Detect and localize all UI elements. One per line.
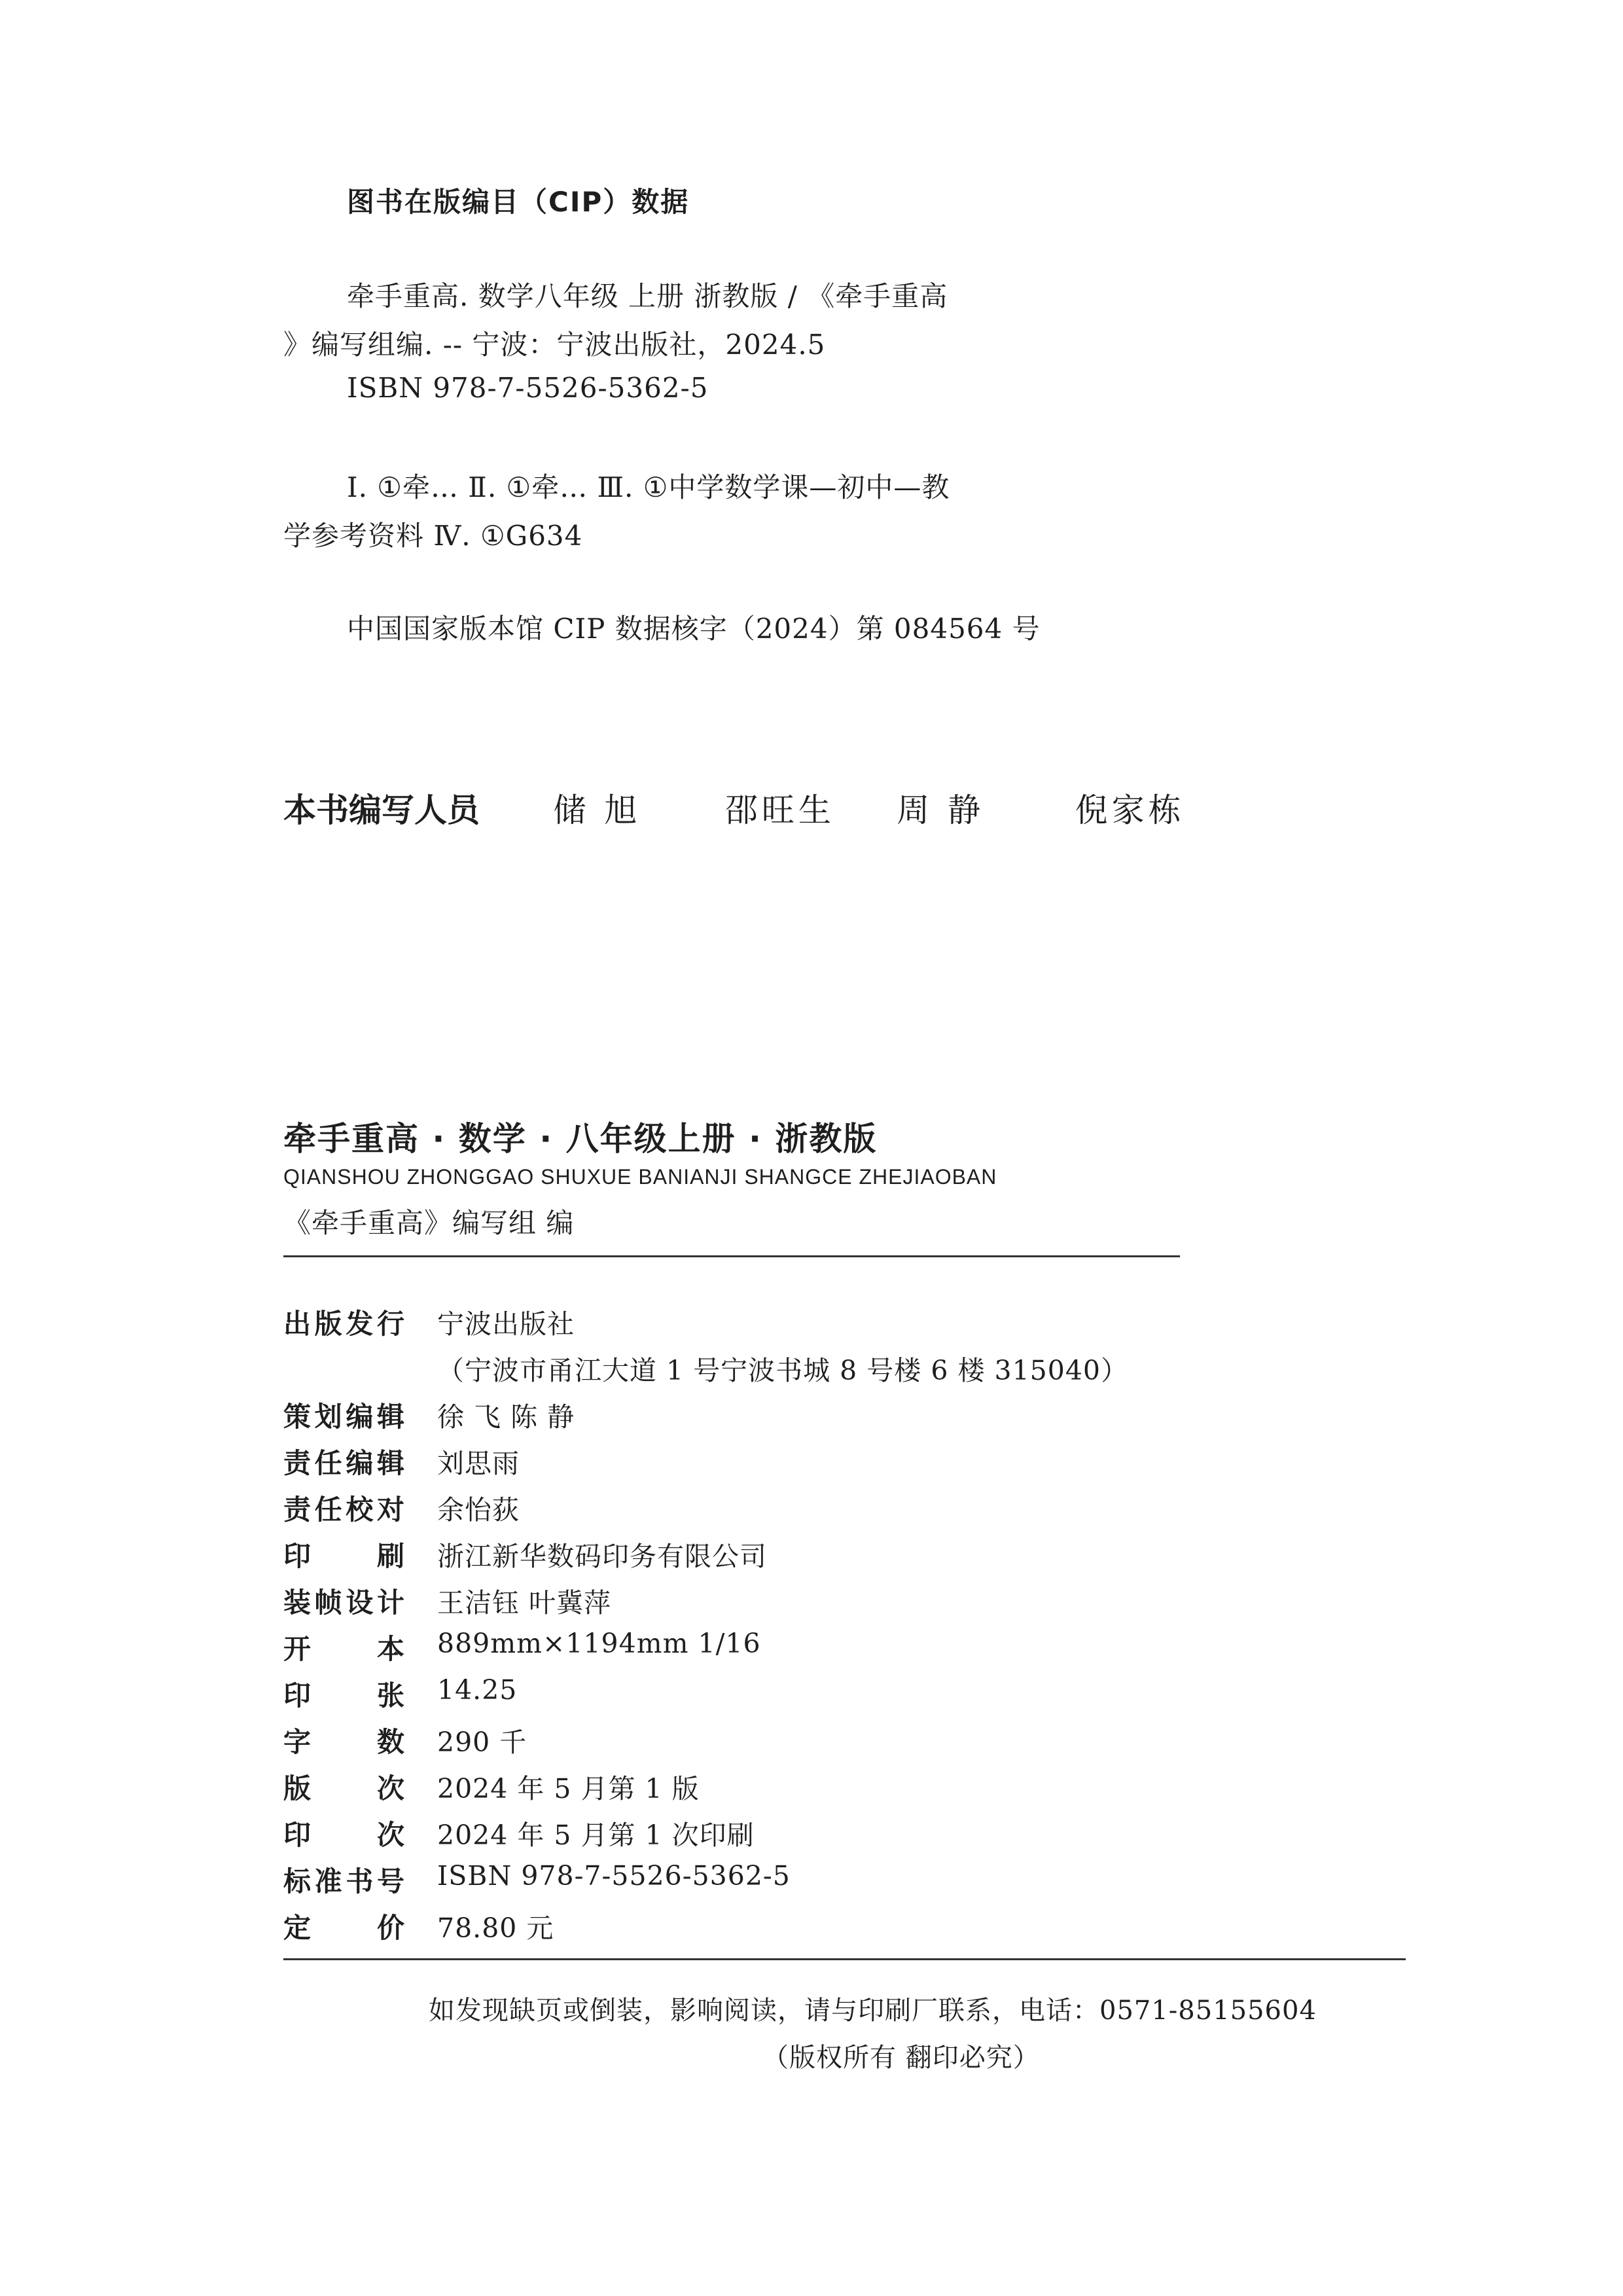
info-label-char: 标 [283, 1865, 312, 1897]
info-label-char: 责 [283, 1447, 312, 1479]
info-label-char: 书 [346, 1865, 374, 1897]
info-label [283, 1628, 404, 1667]
info-label [283, 1581, 404, 1621]
info-value: 14.25 [437, 1674, 518, 1706]
info-label [283, 1442, 404, 1481]
info-label-char: 刷 [376, 1540, 404, 1572]
authors-row [283, 784, 1185, 831]
info-label-char: 次 [376, 1819, 404, 1851]
info-label-char: 编 [346, 1401, 374, 1433]
info-value: 浙江新华数码印务有限公司 [437, 1541, 767, 1572]
cip-citation-line-1: 牵手重高. 数学八年级 上册 浙教版 / 《牵手重高 [347, 280, 948, 312]
author-name: 倪家栋 [1075, 791, 1185, 829]
cip-subject-line-2: 学参考资料 Ⅳ. ①G634 [283, 520, 583, 552]
cip-subject-line-1: Ⅰ. ①牵… Ⅱ. ①牵… Ⅲ. ①中学数学课—初中—教 [347, 471, 950, 503]
info-label-char: 任 [314, 1494, 342, 1526]
info-label [283, 1767, 404, 1806]
info-label-char: 辑 [376, 1447, 404, 1479]
info-label-char: 装 [283, 1587, 312, 1619]
info-label-char: 张 [376, 1679, 404, 1712]
info-label [283, 1674, 404, 1713]
info-label-char: 版 [314, 1308, 342, 1340]
info-value: 刘思雨 [437, 1448, 520, 1479]
info-label-char: 责 [283, 1494, 312, 1526]
info-label [283, 1395, 404, 1435]
info-label-char: 定 [283, 1912, 312, 1944]
info-label-char: 印 [283, 1540, 312, 1572]
info-label-char: 印 [283, 1679, 312, 1712]
info-value: 王洁钰 叶冀萍 [437, 1587, 612, 1619]
info-label-char: 本 [376, 1633, 404, 1665]
info-label-char: 设 [346, 1587, 374, 1619]
info-label-char: 价 [376, 1912, 404, 1944]
info-label-char: 辑 [376, 1401, 404, 1433]
cip-isbn: ISBN 978-7-5526-5362-5 [347, 372, 709, 404]
divider-rule [283, 1255, 1180, 1257]
info-value: 78.80 元 [437, 1912, 554, 1944]
divider-rule [283, 1958, 1406, 1960]
info-label-char: 开 [283, 1633, 312, 1665]
info-label [283, 1721, 404, 1760]
author-name: 储 旭 [553, 791, 641, 829]
info-label-char: 划 [314, 1401, 342, 1433]
info-value: 889mm×1194mm 1/16 [437, 1628, 761, 1659]
info-label-char: 字 [283, 1726, 312, 1758]
cip-approval-number: 中国国家版本馆 CIP 数据核字（2024）第 084564 号 [347, 613, 1041, 645]
book-editor: 《牵手重高》编写组 编 [283, 1207, 575, 1239]
cip-title: 图书在版编目（CIP）数据 [347, 186, 690, 218]
info-value: 余怡荻 [437, 1494, 520, 1526]
defect-contact-note: 如发现缺页或倒装，影响阅读，请与印刷厂联系，电话：0571-85155604 [429, 1996, 1317, 2026]
info-label-char: 校 [346, 1494, 374, 1526]
author-name: 周 静 [897, 791, 985, 829]
cip-citation-line-2: 》编写组编. -- 宁波：宁波出版社，2024.5 [283, 329, 826, 361]
book-title: 牵手重高 · 数学 · 八年级上册 · 浙教版 [283, 1120, 878, 1158]
info-label [283, 1488, 404, 1528]
info-label [283, 1302, 404, 1342]
info-label-char: 出 [283, 1308, 312, 1340]
info-label-char: 策 [283, 1401, 312, 1433]
info-label-char: 编 [346, 1447, 374, 1479]
info-value: 290 千 [437, 1727, 527, 1758]
authors-label: 本书编写人员 [283, 791, 480, 829]
info-value: 2024 年 5 月第 1 版 [437, 1773, 700, 1804]
info-value: 徐 飞 陈 静 [437, 1401, 575, 1433]
info-label-char: 帧 [314, 1587, 342, 1619]
info-label-char: 计 [376, 1587, 404, 1619]
info-label-char: 次 [376, 1772, 404, 1804]
info-label [283, 1814, 404, 1853]
info-value: ISBN 978-7-5526-5362-5 [437, 1860, 791, 1892]
info-label-char: 版 [283, 1772, 312, 1804]
info-label [283, 1907, 404, 1946]
info-label-char: 行 [376, 1308, 404, 1340]
book-title-pinyin: QIANSHOU ZHONGGAO SHUXUE BANIANJI SHANGCE ZHEJIAOBAN [283, 1165, 997, 1189]
info-value: （宁波市甬江大道 1 号宁波书城 8 号楼 6 楼 315040） [437, 1355, 1128, 1386]
author-name: 邵旺生 [724, 791, 835, 829]
info-label [283, 1860, 404, 1899]
info-value: 宁波出版社 [437, 1308, 575, 1340]
info-label-char: 号 [376, 1865, 404, 1897]
info-label-char: 印 [283, 1819, 312, 1851]
info-value: 2024 年 5 月第 1 次印刷 [437, 1820, 755, 1851]
info-label-char: 任 [314, 1447, 342, 1479]
info-label-char: 发 [346, 1308, 374, 1340]
copyright-notice: （版权所有 翻印必究） [762, 2043, 1040, 2073]
info-label-char: 准 [314, 1865, 342, 1897]
info-label-char: 数 [376, 1726, 404, 1758]
info-label [283, 1535, 404, 1574]
info-label-char: 对 [376, 1494, 404, 1526]
